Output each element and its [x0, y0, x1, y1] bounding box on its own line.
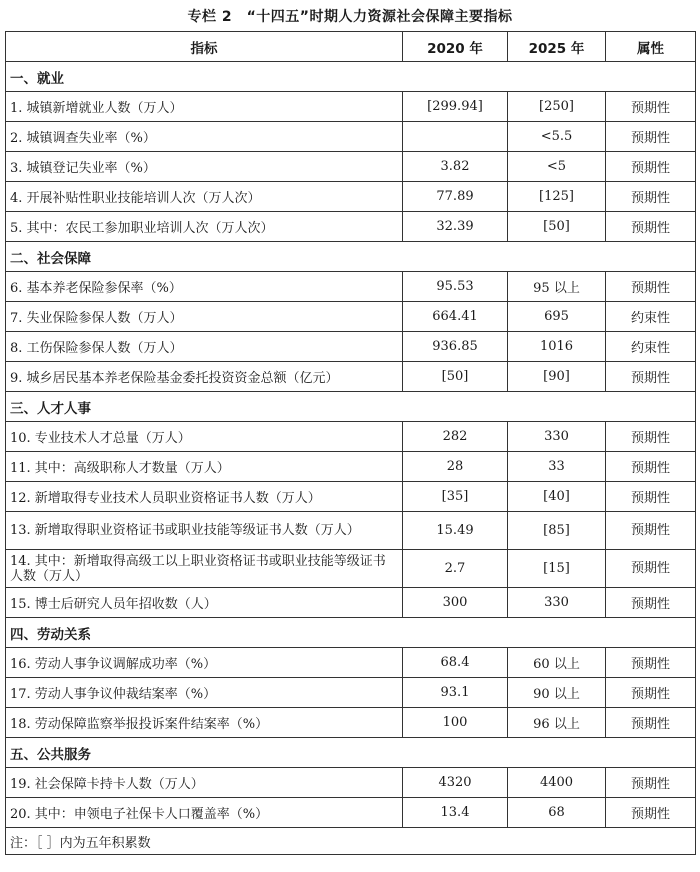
attribute-cell: 预期性	[606, 768, 696, 798]
value-2025-cell: 60 以上	[508, 648, 606, 678]
note-row	[6, 828, 696, 855]
section-row	[6, 242, 696, 272]
indicator-name-cell: 18. 劳动保障监察举报投诉案件结案率（%）	[6, 708, 403, 738]
table-row	[6, 678, 696, 708]
indicator-name-cell: 9. 城乡居民基本养老保险基金委托投资资金总额（亿元）	[6, 362, 403, 392]
value-2020-cell: 77.89	[403, 182, 508, 212]
value-2020-cell: 95.53	[403, 272, 508, 302]
value-2020-cell: 13.4	[403, 798, 508, 828]
value-2020-cell: 4320	[403, 768, 508, 798]
section-row	[6, 618, 696, 648]
attribute-cell: 预期性	[606, 678, 696, 708]
indicator-name-cell: 6. 基本养老保险参保率（%）	[6, 272, 403, 302]
value-2025-cell: 33	[508, 452, 606, 482]
table-row	[6, 422, 696, 452]
section-title: 一、就业	[6, 62, 696, 92]
value-2025-cell: [90]	[508, 362, 606, 392]
table-row	[6, 122, 696, 152]
section-row	[6, 392, 696, 422]
value-2025-cell: <5.5	[508, 122, 606, 152]
value-2020-cell: 3.82	[403, 152, 508, 182]
table-title: 专栏 2 “十四五”时期人力资源社会保障主要指标	[187, 8, 513, 25]
value-2020-cell: 93.1	[403, 678, 508, 708]
attribute-cell: 约束性	[606, 302, 696, 332]
table-row	[6, 768, 696, 798]
value-2025-cell: 95 以上	[508, 272, 606, 302]
indicator-name-cell: 8. 工伤保险参保人数（万人）	[6, 332, 403, 362]
header-2025: 2025 年	[508, 32, 606, 62]
indicator-name-cell: 16. 劳动人事争议调解成功率（%）	[6, 648, 403, 678]
value-2020-cell: 664.41	[403, 302, 508, 332]
table-row	[6, 482, 696, 512]
attribute-cell: 预期性	[606, 92, 696, 122]
table-row	[6, 798, 696, 828]
indicator-name-cell: 15. 博士后研究人员年招收数（人）	[6, 588, 403, 618]
indicator-name-cell: 7. 失业保险参保人数（万人）	[6, 302, 403, 332]
indicator-name-cell: 11. 其中：高级职称人才数量（万人）	[6, 452, 403, 482]
table-row	[6, 452, 696, 482]
attribute-cell: 预期性	[606, 798, 696, 828]
table-row	[6, 512, 696, 550]
section-title: 三、人才人事	[6, 392, 696, 422]
value-2025-cell: <5	[508, 152, 606, 182]
value-2025-cell: 1016	[508, 332, 606, 362]
indicator-name-cell: 19. 社会保障卡持卡人数（万人）	[6, 768, 403, 798]
indicator-name-cell: 17. 劳动人事争议仲裁结案率（%）	[6, 678, 403, 708]
table-row	[6, 588, 696, 618]
indicator-name-cell: 20. 其中：申领电子社保卡人口覆盖率（%）	[6, 798, 403, 828]
table-row	[6, 302, 696, 332]
attribute-cell: 预期性	[606, 152, 696, 182]
value-2025-cell: 4400	[508, 768, 606, 798]
value-2025-cell: 90 以上	[508, 678, 606, 708]
attribute-cell: 预期性	[606, 182, 696, 212]
section-row	[6, 738, 696, 768]
table-row	[6, 212, 696, 242]
value-2025-cell: 330	[508, 588, 606, 618]
indicator-table	[5, 31, 696, 855]
attribute-cell: 预期性	[606, 122, 696, 152]
section-title: 五、公共服务	[6, 738, 696, 768]
attribute-cell: 预期性	[606, 482, 696, 512]
value-2020-cell	[403, 122, 508, 152]
value-2020-cell: 100	[403, 708, 508, 738]
value-2025-cell: 330	[508, 422, 606, 452]
value-2020-cell: [299.94]	[403, 92, 508, 122]
section-title: 二、社会保障	[6, 242, 696, 272]
table-row	[6, 92, 696, 122]
value-2025-cell: [125]	[508, 182, 606, 212]
value-2025-cell: [50]	[508, 212, 606, 242]
value-2020-cell: [50]	[403, 362, 508, 392]
value-2020-cell: 15.49	[403, 512, 508, 550]
value-2025-cell: [250]	[508, 92, 606, 122]
value-2020-cell: 300	[403, 588, 508, 618]
value-2020-cell: 282	[403, 422, 508, 452]
indicator-name-cell: 4. 开展补贴性职业技能培训人次（万人次）	[6, 182, 403, 212]
value-2020-cell: [35]	[403, 482, 508, 512]
attribute-cell: 预期性	[606, 588, 696, 618]
header-2020: 2020 年	[403, 32, 508, 62]
attribute-cell: 预期性	[606, 512, 696, 550]
value-2020-cell: 68.4	[403, 648, 508, 678]
table-row	[6, 152, 696, 182]
attribute-cell: 预期性	[606, 708, 696, 738]
value-2020-cell: 32.39	[403, 212, 508, 242]
value-2020-cell: 28	[403, 452, 508, 482]
indicator-name-cell: 14. 其中：新增取得高级工以上职业资格证书或职业技能等级证书人数（万人）	[6, 550, 403, 588]
indicator-name-cell: 3. 城镇登记失业率（%）	[6, 152, 403, 182]
value-2020-cell: 936.85	[403, 332, 508, 362]
indicator-name-cell: 5. 其中：农民工参加职业培训人次（万人次）	[6, 212, 403, 242]
indicator-name-cell: 1. 城镇新增就业人数（万人）	[6, 92, 403, 122]
value-2025-cell: 695	[508, 302, 606, 332]
table-body	[6, 62, 696, 855]
indicator-name-cell: 2. 城镇调查失业率（%）	[6, 122, 403, 152]
attribute-cell: 约束性	[606, 332, 696, 362]
attribute-cell: 预期性	[606, 550, 696, 588]
value-2025-cell: 96 以上	[508, 708, 606, 738]
indicator-name-cell: 12. 新增取得专业技术人员职业资格证书人数（万人）	[6, 482, 403, 512]
section-title: 四、劳动关系	[6, 618, 696, 648]
footnote: 注：［ ］内为五年积累数	[6, 828, 696, 855]
indicator-name-cell: 10. 专业技术人才总量（万人）	[6, 422, 403, 452]
value-2025-cell: 68	[508, 798, 606, 828]
header-indicator: 指标	[6, 32, 403, 62]
table-row	[6, 332, 696, 362]
value-2025-cell: [15]	[508, 550, 606, 588]
header-attribute: 属性	[606, 32, 696, 62]
attribute-cell: 预期性	[606, 272, 696, 302]
table-row	[6, 648, 696, 678]
table-row	[6, 362, 696, 392]
attribute-cell: 预期性	[606, 212, 696, 242]
value-2025-cell: [40]	[508, 482, 606, 512]
indicator-name-cell: 13. 新增取得职业资格证书或职业技能等级证书人数（万人）	[6, 512, 403, 550]
value-2025-cell: [85]	[508, 512, 606, 550]
table-row	[6, 272, 696, 302]
table-row	[6, 182, 696, 212]
value-2020-cell: 2.7	[403, 550, 508, 588]
section-row	[6, 62, 696, 92]
attribute-cell: 预期性	[606, 648, 696, 678]
header-row	[6, 32, 696, 62]
table-row	[6, 550, 696, 588]
attribute-cell: 预期性	[606, 452, 696, 482]
table-row	[6, 708, 696, 738]
attribute-cell: 预期性	[606, 362, 696, 392]
attribute-cell: 预期性	[606, 422, 696, 452]
